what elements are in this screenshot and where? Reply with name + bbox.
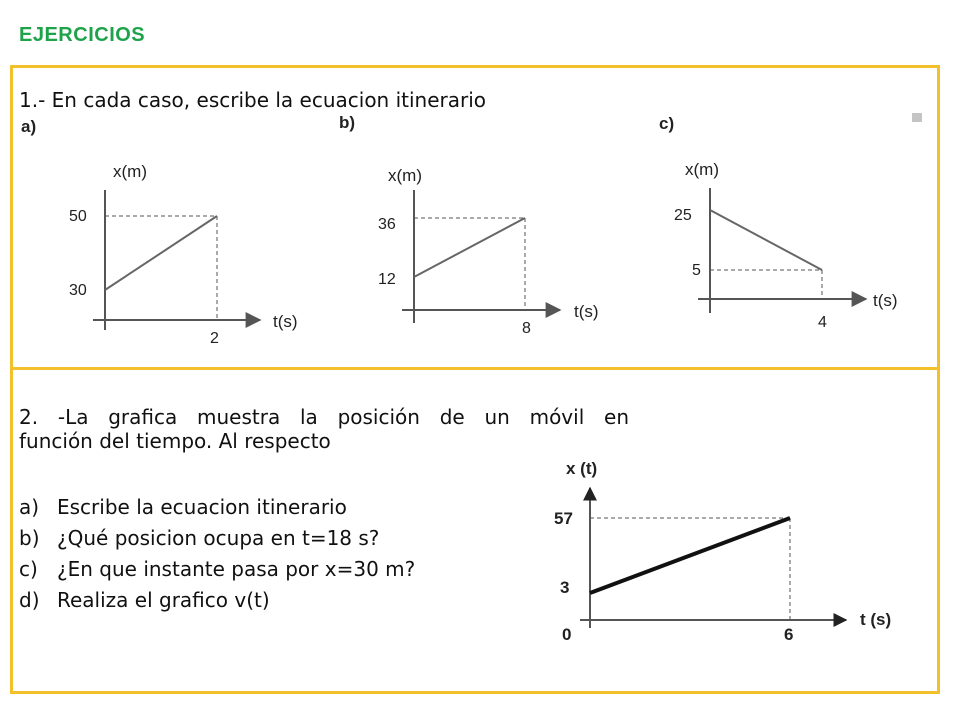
exercise-1-statement: 1.- En cada caso, escribe la ecuacion itinerario	[19, 88, 487, 112]
graph-a-line	[105, 216, 217, 290]
graph-a-y-end: 50	[69, 208, 87, 225]
graph-a-label: a)	[21, 117, 37, 136]
page-title: EJERCICIOS	[19, 24, 146, 46]
exercise-2-statement	[19, 405, 629, 453]
graph-b-line	[414, 218, 525, 277]
graph-a-y-start: 30	[69, 282, 87, 299]
graph-b-y-end: 36	[378, 216, 396, 233]
graph-2-line	[590, 518, 790, 593]
graph-c-x-end: 4	[818, 314, 827, 331]
exercise-2-questions	[19, 492, 415, 616]
graph-c-y-end: 5	[692, 262, 701, 279]
graph-2-y-end: 57	[554, 509, 573, 528]
graph-c	[670, 148, 940, 348]
graph-b-label: b)	[339, 113, 356, 132]
graph-2	[540, 450, 930, 650]
graph-2-origin: 0	[562, 625, 572, 644]
graph-b	[370, 150, 640, 350]
slide-marker-icon	[912, 113, 922, 122]
graph-c-x-label: t(s)	[873, 291, 898, 310]
graph-c-label: c)	[659, 114, 675, 133]
question-d: d) Realiza el grafico v(t)	[19, 588, 270, 612]
graph-a-x-label: t(s)	[273, 312, 298, 331]
question-c: c) ¿En que instante pasa por x=30 m?	[19, 557, 416, 581]
graph-c-y-label: x(m)	[685, 160, 719, 179]
graph-2-y-label: x (t)	[566, 459, 598, 478]
question-b: b) ¿Qué posicion ocupa en t=18 s?	[19, 526, 380, 550]
graph-a-y-label: x(m)	[113, 162, 147, 181]
graph-c-y-start: 25	[674, 207, 692, 224]
graph-b-x-label: t(s)	[574, 302, 599, 321]
graph-a-x-end: 2	[210, 330, 219, 347]
graph-c-line	[710, 210, 822, 270]
question-a: a) Escribe la ecuacion itinerario	[19, 495, 347, 519]
graph-b-y-label: x(m)	[388, 166, 422, 185]
graph-a	[55, 150, 325, 350]
exercise-2-line-2: función del tiempo. Al respecto	[19, 429, 331, 453]
graph-b-x-end: 8	[522, 320, 531, 337]
graph-2-y-start: 3	[560, 578, 570, 597]
graph-2-x-label: t (s)	[860, 610, 892, 629]
graph-b-y-start: 12	[378, 271, 396, 288]
graph-2-x-end: 6	[784, 625, 794, 644]
exercise-2-line-1: 2. -La grafica muestra la posición de un móvil en	[19, 405, 629, 429]
